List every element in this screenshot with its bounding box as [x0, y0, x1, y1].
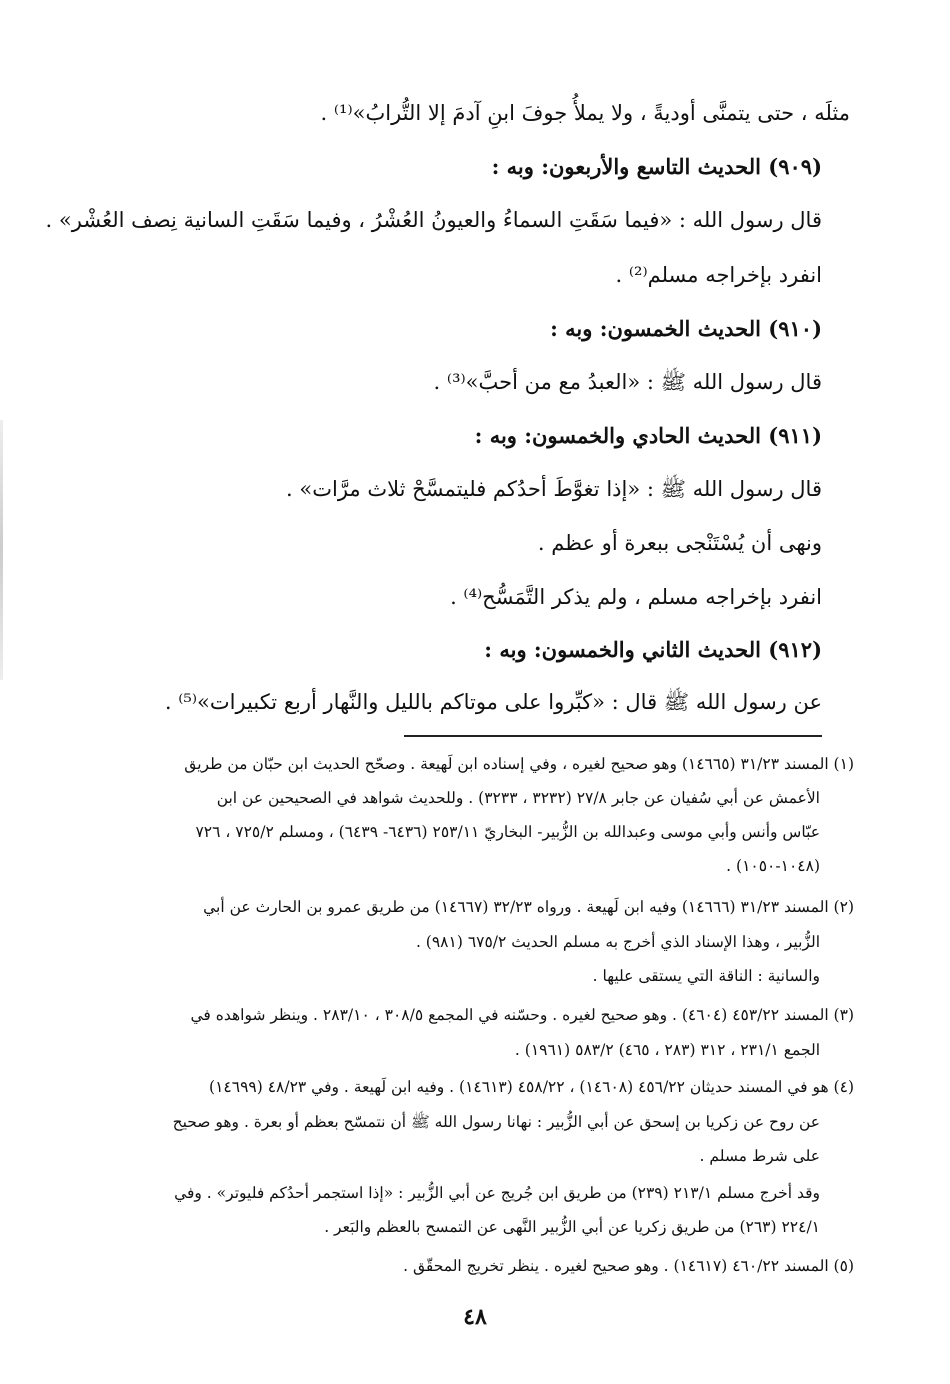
footnote-3-line-2: الجمع ٢٣١/١ ، ٣١٢ (٢٨٣ ، ٤٦٥) ٥٨٣/٢ (١٩٦١) .: [514, 1041, 820, 1059]
hadith-912-text: عن رسول الله ﷺ قال : «كبِّروا على موتاكم بالليل والنَّهار أربع تكبيرات»⁽⁵⁾ .: [164, 690, 822, 714]
footnote-2-line-1: (٢) المسند ٣١/٢٣ (١٤٦٦٦) وفيه ابن لَهيعة . ورواه ٣٢/٢٣ (١٤٦٦٧) من طريق عمرو بن الحارث عن أبي: [203, 898, 854, 916]
footnote-4-line-5: ٢٢٤/١ (٢٦٣) من طريق زكريا عن أبي الزُّبير النَّهى عن التمسح بالعظم والبَعر .: [324, 1218, 820, 1236]
hadith-909-takhrij: انفرد بإخراجه مسلم⁽²⁾ .: [615, 263, 822, 287]
footnote-3-line-1: (٣) المسند ٤٥٣/٢٢ (٤٦٠٤) . وهو صحيح لغيره . وحسّنه في المجمع ٣٠٨/٥ ، ٢٨٣/١٠ . وينظر شواهده في: [190, 1006, 854, 1024]
footnote-1-line-1: (١) المسند ٣١/٢٣ (١٤٦٦٥) وهو صحيح لغيره ، وفي إسناده ابن لَهيعة . وصحّح الحديث ابن حبّان من طريق: [184, 755, 854, 773]
footnote-4-line-1: (٤) هو في المسند حديثان ٤٥٦/٢٢ (١٤٦٠٨) ، ٤٥٨/٢٢ (١٤٦١٣) . وفيه ابن لَهيعة . وفي ٤٨/٢٣ (١٤٦٩٩): [209, 1078, 854, 1096]
hadith-911-note: ونهى أن يُسْتَنْجى ببعرة أو عظم .: [537, 531, 822, 555]
hadith-911-text: قال رسول الله ﷺ : «إذا تغوَّطَ أحدُكم فليتمسَّحْ ثلاث مرَّات» .: [286, 477, 822, 501]
footnote-4-line-2: عن روح عن زكريا بن إسحق عن أبي الزُّبير : نهانا رسول الله ﷺ أن نتمسّح بعظم أو بعرة . وهو صحيح: [172, 1113, 820, 1131]
footnote-1-line-4: (١٠٤٨-١٠٥٠) .: [726, 857, 820, 875]
footnote-2-line-3: والسانية : الناقة التي يستقى عليها .: [592, 967, 820, 985]
footnote-1-line-3: عبّاس وأنس وأبي موسى وعبدالله بن الزُّبير- البخاريّ ٢٥٣/١١ (٦٤٣٦- ٦٤٣٩) ، ومسلم ٧٢٥/٢ ، ٧٢٦: [195, 823, 820, 841]
hadith-911-title: (٩١١) الحديث الحادي والخمسون: وبه :: [474, 423, 822, 448]
hadith-909-text: قال رسول الله : «فيما سَقَتِ السماءُ والعيونُ العُشْرُ ، وفيما سَقَتِ السانية نِصف العُشْر» .: [45, 208, 822, 232]
text-line-1: مثلَه ، حتى يتمنَّى أوديةً ، ولا يملأُ جوفَ ابنِ آدمَ إلا التُّرابُ»⁽¹⁾ .: [320, 101, 850, 125]
footnote-1-line-2: الأعمش عن أبي سُفيان عن جابر ٢٧/٨ (٣٢٣٢ ، ٣٢٣٣) . وللحديث شواهد في الصحيحين عن ابن: [216, 789, 820, 807]
page-fold-shadow: [0, 420, 3, 680]
hadith-910-title: (٩١٠) الحديث الخمسون: وبه :: [550, 316, 822, 341]
page-number: ٤٨: [463, 1304, 487, 1330]
footnote-separator: [404, 735, 822, 737]
hadith-909-title: (٩٠٩) الحديث التاسع والأربعون: وبه :: [491, 154, 822, 179]
footnote-2-line-2: الزُّبير ، وهذا الإسناد الذي أخرج به مسلم الحديث ٦٧٥/٢ (٩٨١) .: [415, 933, 820, 951]
hadith-912-title: (٩١٢) الحديث الثاني والخمسون: وبه :: [484, 637, 822, 662]
footnote-4-line-4: وقد أخرج مسلم ٢١٣/١ (٢٣٩) من طريق ابن جُريج عن أبي الزُّبير : «إذا استجمر أحدُكم فليوتر» . وفي: [174, 1184, 820, 1202]
hadith-911-takhrij: انفرد بإخراجه مسلم ، ولم يذكر التَّمَسُّح⁽⁴⁾ .: [450, 585, 822, 609]
footnote-5-line-1: (٥) المسند ٤٦٠/٢٢ (١٤٦١٧) . وهو صحيح لغيره . ينظر تخريج المحقّق .: [403, 1257, 854, 1275]
footnote-4-line-3: على شرط مسلم .: [699, 1147, 820, 1165]
hadith-910-text: قال رسول الله ﷺ : «العبدُ مع من أحبَّ»⁽³⁾ .: [433, 370, 822, 394]
